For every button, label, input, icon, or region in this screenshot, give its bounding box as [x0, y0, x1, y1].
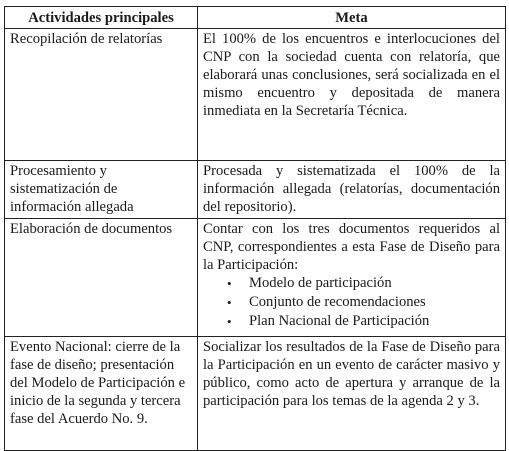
list-item-label: Modelo de participación — [249, 275, 392, 291]
goal-document-list — [203, 274, 500, 331]
bullet-icon: • — [227, 314, 232, 329]
header-activities: Actividades principales — [5, 7, 198, 29]
list-item — [227, 274, 500, 293]
activity-cell: Recopilación de relatorías — [5, 29, 198, 161]
table-header-row — [5, 7, 506, 29]
list-item-label: Plan Nacional de Participación — [249, 313, 430, 329]
bullet-icon: • — [227, 295, 232, 310]
bullet-icon: • — [227, 276, 232, 291]
activity-cell: Evento Nacional: cierre de la fase de diseño; presentación del Modelo de Participación e inicio de la segunda y tercera fase del Acuerdo No. 9. — [5, 337, 198, 451]
goal-cell — [198, 219, 506, 337]
list-item — [227, 293, 500, 312]
table-row — [5, 337, 506, 451]
goal-cell: El 100% de los encuentros e interlocuciones del CNP con la sociedad cuenta con relatoría, que elaborará unas conclusiones, será socializada en el mismo encuentro y depositada de manera inmediata en la Secretaría Técnica. — [198, 29, 506, 161]
table-row — [5, 219, 506, 337]
activity-cell: Procesamiento y sistematización de información allegada — [5, 161, 198, 219]
list-item-label: Conjunto de recomendaciones — [249, 294, 426, 310]
goal-cell: Procesada y sistematizada el 100% de la información allegada (relatorías, documentación del repositorio). — [198, 161, 506, 219]
goal-text: Contar con los tres documentos requeridos al CNP, correspondientes a esta Fase de Diseño para la Participación: — [203, 221, 500, 273]
table-row — [5, 29, 506, 161]
goal-cell: Socializar los resultados de la Fase de Diseño para la Participación en un evento de carácter masivo y público, como acto de apertura y arranque de la participación para los temas de la agenda 2 y 3. — [198, 337, 506, 451]
list-item — [227, 312, 500, 331]
table-row — [5, 161, 506, 219]
activity-cell: Elaboración de documentos — [5, 219, 198, 337]
activities-goals-table — [4, 6, 506, 451]
header-goal: Meta — [198, 7, 506, 29]
